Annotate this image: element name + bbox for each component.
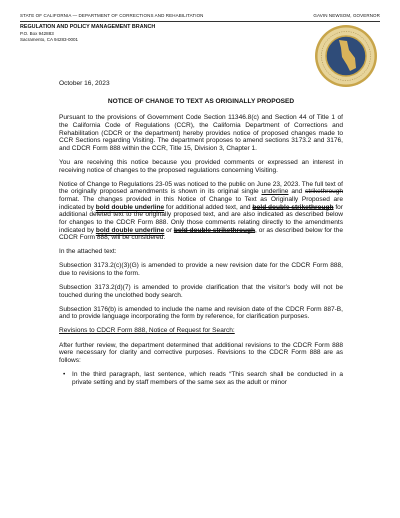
bold-double-strikethrough-sample: bold double strikethrough (173, 226, 256, 234)
paragraph-attached-text: In the attached text: (59, 248, 117, 256)
bold-double-underline-sample: bold double underline (95, 226, 165, 234)
governor-name: GAVIN NEWSOM, GOVERNOR (313, 13, 380, 18)
strikethrough-sample: strikethrough (305, 188, 344, 196)
address-city: Sacramento, CA 94283-0001 (20, 37, 79, 42)
bullet-icon: • (63, 370, 66, 378)
branch-name: REGULATION AND POLICY MANAGEMENT BRANCH (20, 24, 156, 30)
section-heading-form-888: Revisions to CDCR Form 888, Notice of Request for Search: (59, 327, 235, 335)
notice-date: October 16, 2023 (59, 80, 110, 87)
letterhead-bar (20, 13, 380, 21)
paragraph-purpose: Pursuant to the provisions of Government Code Section 11346.8(c) and Section 44 of Title 1 of the California Code of Regulations (CCR), the California Department of Corrections and Rehabilitation (CDCR or the department) hereby provides notice of proposed changes made to CCR Sections regarding Visiting. The department proposes to amend sections 3173.2 and 3176, and CDCR Form 888 within the CCR, Title 15, Division 3, Chapter 1. (59, 114, 343, 152)
underline-sample: underline (261, 188, 289, 196)
paragraph-receiving: You are receiving this notice because you provided comments or expressed an interest in receiving notice of changes to the proposed regulations concerning Visiting. (59, 158, 343, 174)
paragraph-notice-format: Notice of Change to Regulations 23-05 was noticed to the public on June 23, 2023. The full text of the originally proposed amendments is shown in its original single underline and strikethrough format. The changes provided in this Notice of Change to Text as Originally Proposed are indicated by bold double underline for additional added text, and bold double strikethrough for additional deleted text to the originally proposed text, and are also indicated as described below for changes to the CDCR Form 888. Only those comments relating directly to the amendments indicated by bold double underline or bold double strikethrough, or as described below for the CDCR Form 888, will be considered. (59, 180, 344, 242)
paragraph-3173-2-c: Subsection 3173.2(c)(3)(G) is amended to provide a new revision date for the CDCR Form 888, due to revisions to the form. (59, 262, 343, 278)
cdcr-seal-icon (314, 24, 378, 88)
notice-title: NOTICE OF CHANGE TO TEXT AS ORIGINALLY PROPOSED (107, 97, 295, 105)
paragraph-3176-b: Subsection 3176(b) is amended to include the name and revision date of the CDCR Form 887-B, and to provide language incorporating the form by reference, for clarification purposes. (59, 305, 343, 321)
address-po-box: P.O. Box 942883 (20, 31, 54, 36)
letterhead-divider (20, 21, 380, 22)
agency-name: STATE OF CALIFORNIA — DEPARTMENT OF CORRECTIONS AND REHABILITATION (20, 13, 204, 18)
notice-body (59, 80, 343, 393)
bold-double-strikethrough-sample: bold double strikethrough (252, 203, 334, 211)
paragraph-3173-2-d: Subsection 3173.2(d)(7) is amended to provide clarification that the visitor’s body will not be touched during the unclothed body search. (59, 284, 343, 299)
paragraph-form-888-review: After further review, the department determined that additional revisions to the CDCR Form 888 were necessary for clarity and corrective purposes. Revisions to the CDCR Form 888 are as follows: (59, 341, 343, 364)
bold-double-underline-sample: bold double underline (95, 203, 165, 211)
list-item: • In the third paragraph, last sentence, which reads “This search shall be conducted in a private setting and by staff members of the same sex as the adult or minor (63, 370, 343, 386)
